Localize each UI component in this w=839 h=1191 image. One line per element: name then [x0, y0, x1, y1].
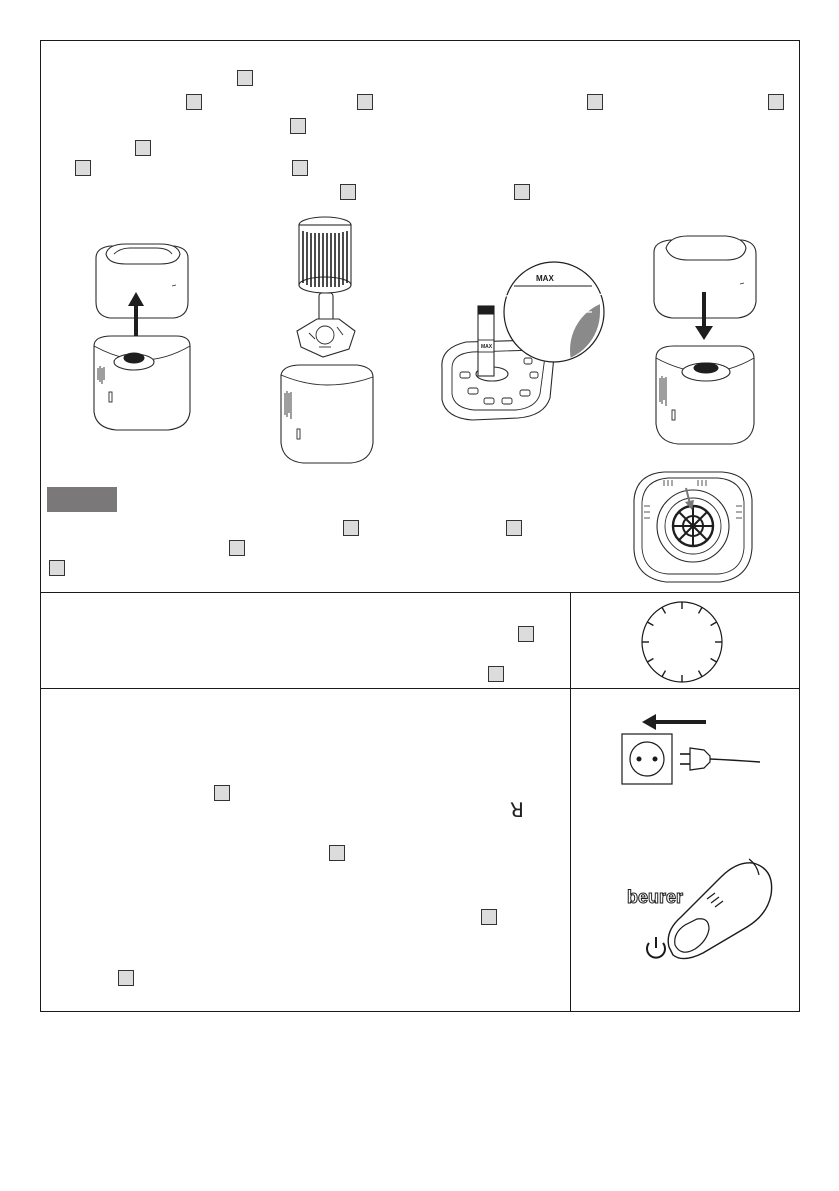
- section-divider-2: [40, 688, 800, 689]
- brand-logo: beurer: [627, 887, 684, 907]
- reference-box: [329, 845, 345, 861]
- power-on-illustration: [625, 855, 775, 970]
- timer-dial-icon: [640, 600, 724, 684]
- reference-box: [340, 184, 356, 200]
- reference-box: [237, 70, 253, 86]
- reference-box: [481, 909, 497, 925]
- reference-box: [229, 540, 245, 556]
- unplug-illustration: [620, 712, 765, 787]
- reference-box: [357, 94, 373, 110]
- column-divider: [570, 592, 571, 1012]
- reference-box: [518, 626, 534, 642]
- power-icon: [647, 937, 665, 958]
- drop-icon: [578, 297, 584, 304]
- reference-box: [214, 785, 230, 801]
- plug-icon: [680, 748, 760, 770]
- remove-housing-illustration: [90, 240, 200, 435]
- reference-box: [292, 160, 308, 176]
- display-symbol: ꓤ: [510, 798, 524, 822]
- wall-socket-icon: [622, 734, 672, 784]
- reference-box: [135, 140, 151, 156]
- max-mark-small: MAX: [481, 344, 493, 350]
- max-mark-label: MAX: [536, 274, 554, 283]
- reference-box: [587, 94, 603, 110]
- water-level-illustration: [438, 260, 598, 425]
- reference-box: [49, 560, 65, 576]
- notice-badge: [47, 487, 117, 512]
- reference-box: [768, 94, 784, 110]
- reference-box: [118, 970, 134, 986]
- reference-box: [75, 160, 91, 176]
- reference-box: [488, 666, 504, 682]
- reference-box: [343, 520, 359, 536]
- top-view-illustration: [624, 466, 762, 588]
- section-divider-1: [40, 592, 800, 593]
- reference-box: [514, 184, 530, 200]
- exploded-parts-illustration: [275, 215, 385, 465]
- reference-box: [290, 118, 306, 134]
- reassemble-housing-illustration: [650, 232, 765, 447]
- reference-box: [506, 520, 522, 536]
- arrow-left-icon: [642, 714, 706, 730]
- reference-box: [186, 94, 202, 110]
